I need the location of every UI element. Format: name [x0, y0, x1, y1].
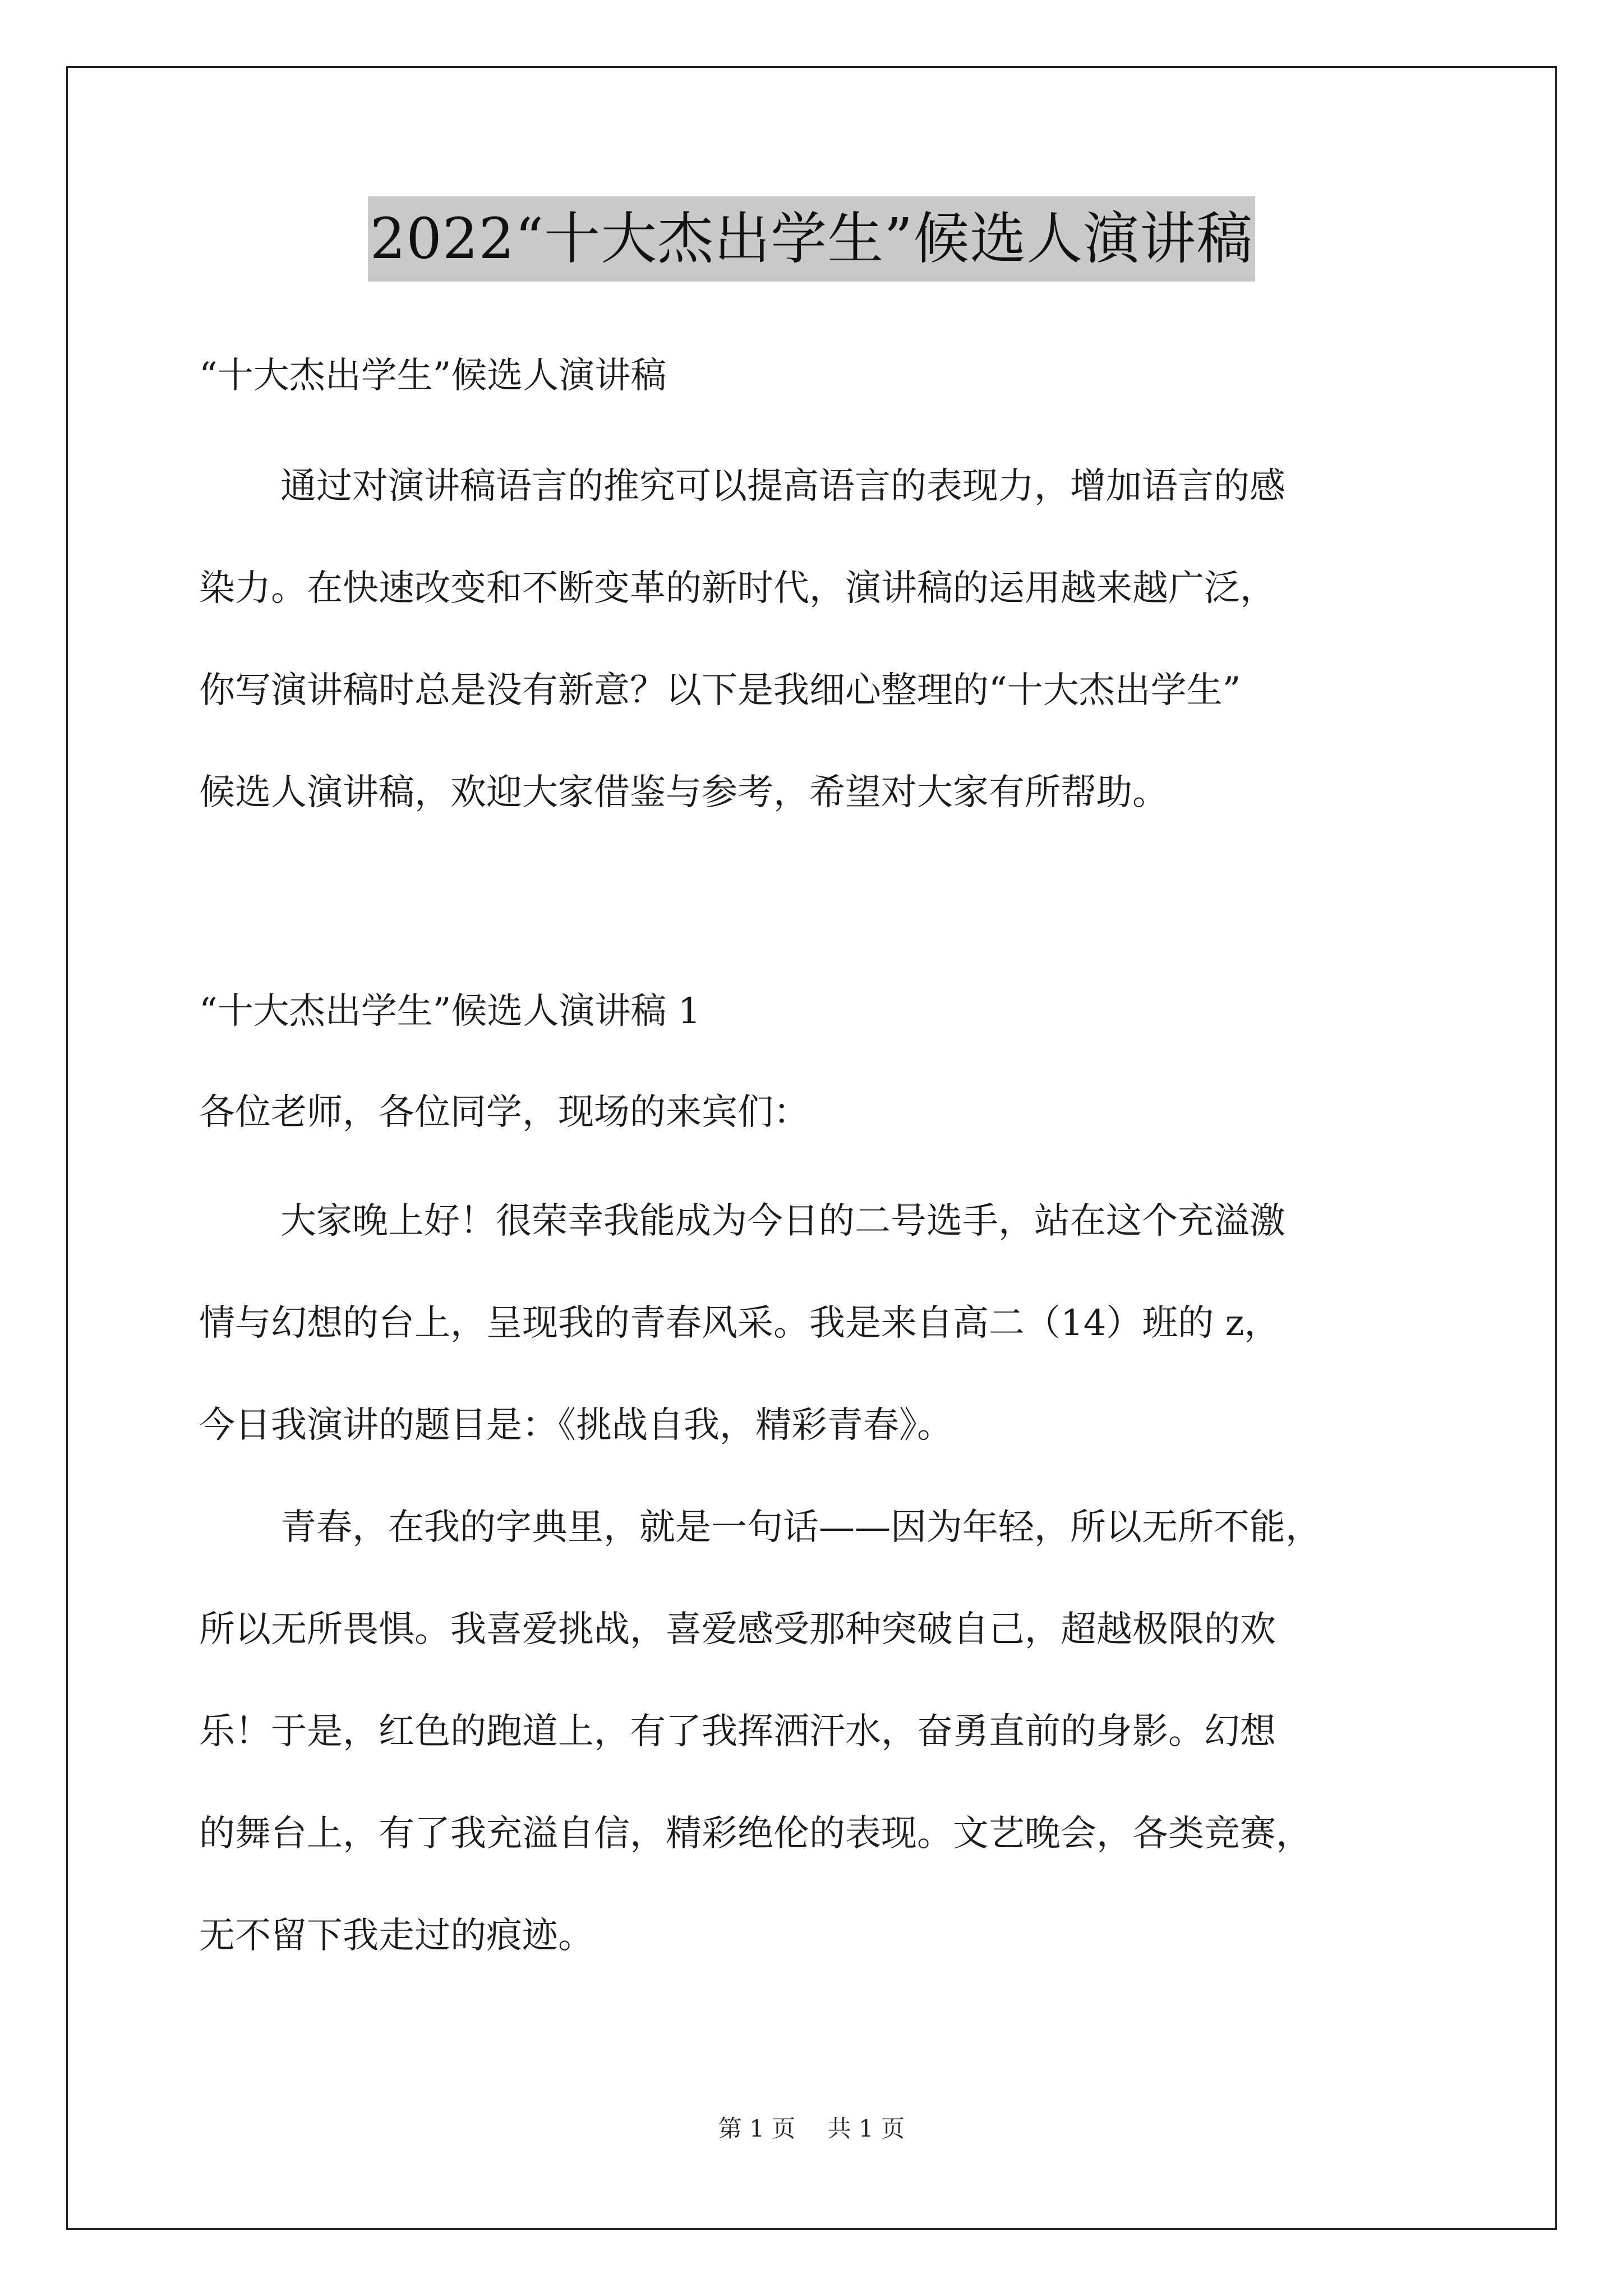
paragraph-line: 染力。在快速改变和不断变革的新时代，演讲稿的运用越来越广泛， [199, 568, 1276, 609]
paragraph-line: 候选人演讲稿，欢迎大家借鉴与参考，希望对大家有所帮助。 [199, 772, 1168, 813]
document-title: 2022“十大杰出学生”候选人演讲稿 [368, 196, 1256, 282]
paragraph-line: 大家晚上好！很荣幸我能成为今日的二号选手，站在这个充溢激 [280, 1200, 1285, 1242]
paragraph-line: 的舞台上，有了我充溢自信，精彩绝伦的表现。文艺晚会，各类竞赛， [199, 1813, 1312, 1855]
paragraph-line: 通过对演讲稿语言的推究可以提高语言的表现力，增加语言的感 [280, 466, 1285, 507]
page-number: 第 1 页 [718, 2115, 796, 2142]
paragraph-line: 你写演讲稿时总是没有新意？以下是我细心整理的“十大杰出学生” [199, 670, 1241, 711]
paragraph-line: 所以无所畏惧。我喜爱挑战，喜爱感受那种突破自己，超越极限的欢 [199, 1609, 1276, 1650]
paragraph-line: 乐！于是，红色的跑道上，有了我挥洒汗水，奋勇直前的身影。幻想 [199, 1711, 1276, 1752]
page-footer [0, 2112, 1623, 2146]
document-title-wrap [0, 196, 1623, 282]
paragraph-line: 青春，在我的字典里，就是一句话——因为年轻，所以无所不能， [280, 1507, 1321, 1548]
subtitle: “十大杰出学生”候选人演讲稿 [199, 355, 667, 397]
page-total: 共 1 页 [827, 2115, 905, 2142]
section-heading: “十大杰出学生”候选人演讲稿 1 [199, 991, 701, 1032]
greeting-line: 各位老师，各位同学，现场的来宾们： [199, 1092, 809, 1133]
paragraph-line: 今日我演讲的题目是：《挑战自我，精彩青春》。 [199, 1405, 953, 1446]
paragraph-line: 无不留下我走过的痕迹。 [199, 1915, 594, 1957]
paragraph-line: 情与幻想的台上，呈现我的青春风采。我是来自高二（14）班的 z， [199, 1303, 1280, 1344]
